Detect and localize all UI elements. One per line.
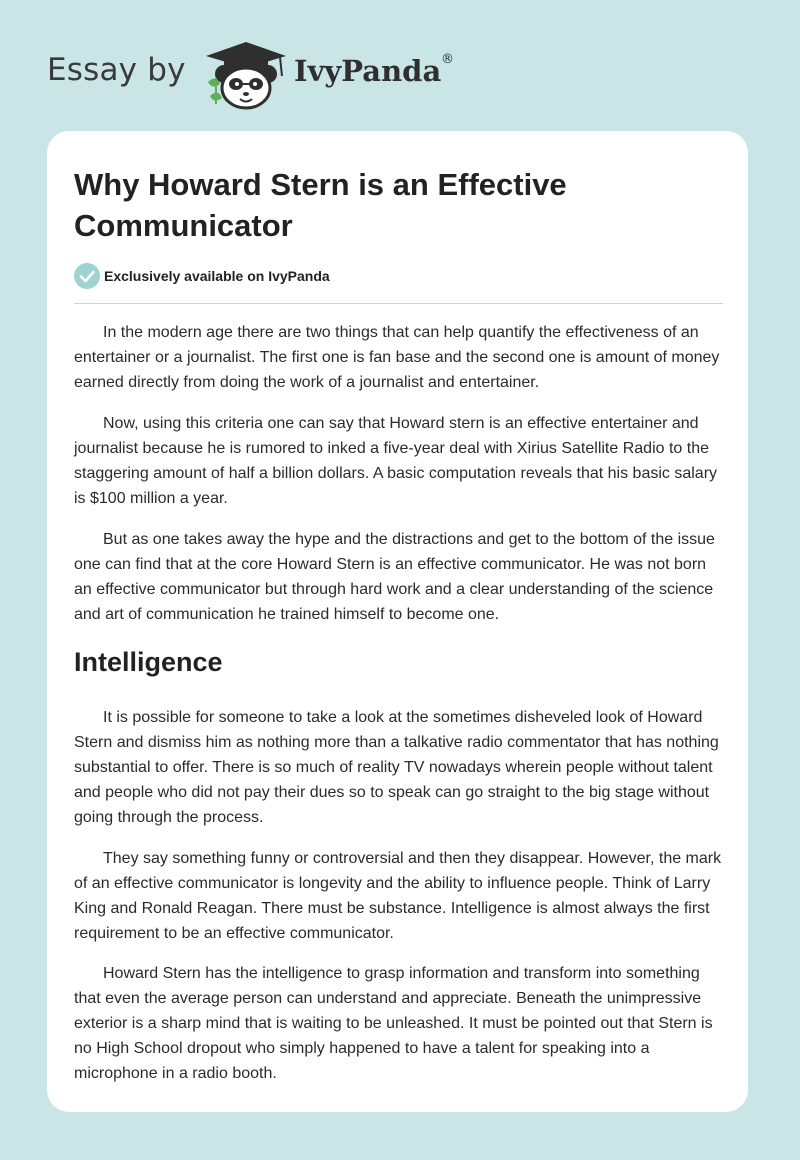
section-heading: Intelligence [74,647,223,677]
paragraph: Howard Stern has the intelligence to grasp information and transform into something that even the average person can understand and appreciate. Beneath the unimpressive exterior is a sharp mind that is waiting to be unleashed. It must be pointed out that Stern is no High School dropout who simply happened to have a talent for speaking into a microphone in a radio booth. [74,965,713,1082]
exclusive-badge [74,262,723,290]
registered-mark: ® [441,52,454,67]
site-header [47,38,507,110]
paragraph: Now, using this criteria one can say that Howard stern is an effective entertainer and journalist because he is rumored to inked a five-year deal with Xirius Satellite Radio to the staggering amount of half a billion dollars. A basic computation reveals that his basic salary is $100 million a year. [74,415,718,507]
panda-graduate-logo-icon[interactable] [202,38,290,110]
check-icon [74,263,100,289]
brand-name[interactable]: IvyPanda [294,54,442,88]
essay-card [47,131,748,1112]
paragraph: It is possible for someone to take a look at the sometimes disheveled look of Howard Stern and dismiss him as nothing more than a talkative radio commentator that has nothing substantial to offer. There is so much of reality TV nowadays wherein people without talent and people who did not pay their dues so to speak can go straight to the big stage without going through the process. [74,709,719,826]
essay-by-label: Essay by [47,52,186,88]
paragraph: In the modern age there are two things that can help quantify the effectiveness of an entertainer or a journalist. The first one is fan base and the second one is amount of money earned directly from doing the work of a journalist and entertainer. [74,324,720,391]
divider [74,303,723,304]
essay-title: Why Howard Stern is an Effective Communicator [74,167,567,243]
exclusive-label: Exclusively available on IvyPanda [104,268,330,284]
paragraph: They say something funny or controversial and then they disappear. However, the mark of an effective communicator is longevity and the ability to influence people. Think of Larry King and Ronald Reagan. There must be substance. Intelligence is almost always the first requirement to be an effective communicator. [74,850,722,942]
paragraph: But as one takes away the hype and the distractions and get to the bottom of the issue one can find that at the core Howard Stern is an effective communicator. He was not born an effective communicator but through hard work and a clear understanding of the science and art of communication he trained himself to become one. [74,531,715,623]
